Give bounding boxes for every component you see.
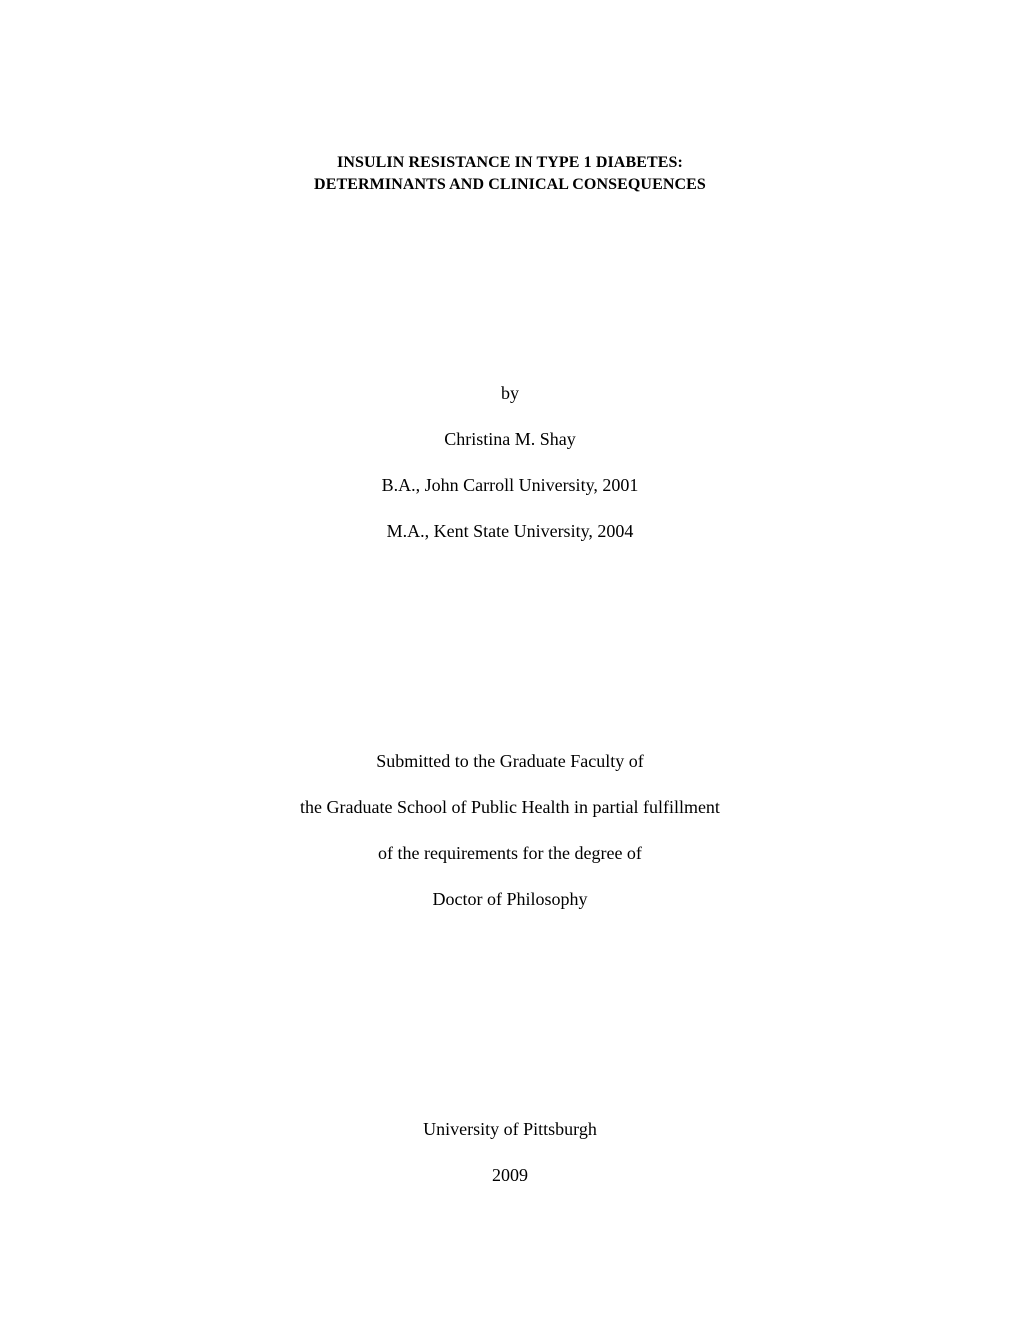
degree-ba: B.A., John Carroll University, 2001 [381, 475, 639, 495]
by-label: by [501, 383, 519, 403]
university-name: University of Pittsburgh [423, 1119, 597, 1139]
title-line-1: INSULIN RESISTANCE IN TYPE 1 DIABETES: [337, 154, 683, 171]
author-name: Christina M. Shay [444, 429, 576, 449]
title-line-2: DETERMINANTS AND CLINICAL CONSEQUENCES [314, 176, 706, 193]
degree-name: Doctor of Philosophy [432, 889, 588, 909]
submitted-line-2: the Graduate School of Public Health in partial fulfillment [300, 797, 720, 817]
submitted-line-1: Submitted to the Graduate Faculty of [376, 751, 644, 771]
degree-ma: M.A., Kent State University, 2004 [386, 521, 634, 541]
submitted-line-3: of the requirements for the degree of [378, 843, 642, 863]
year: 2009 [492, 1165, 528, 1185]
